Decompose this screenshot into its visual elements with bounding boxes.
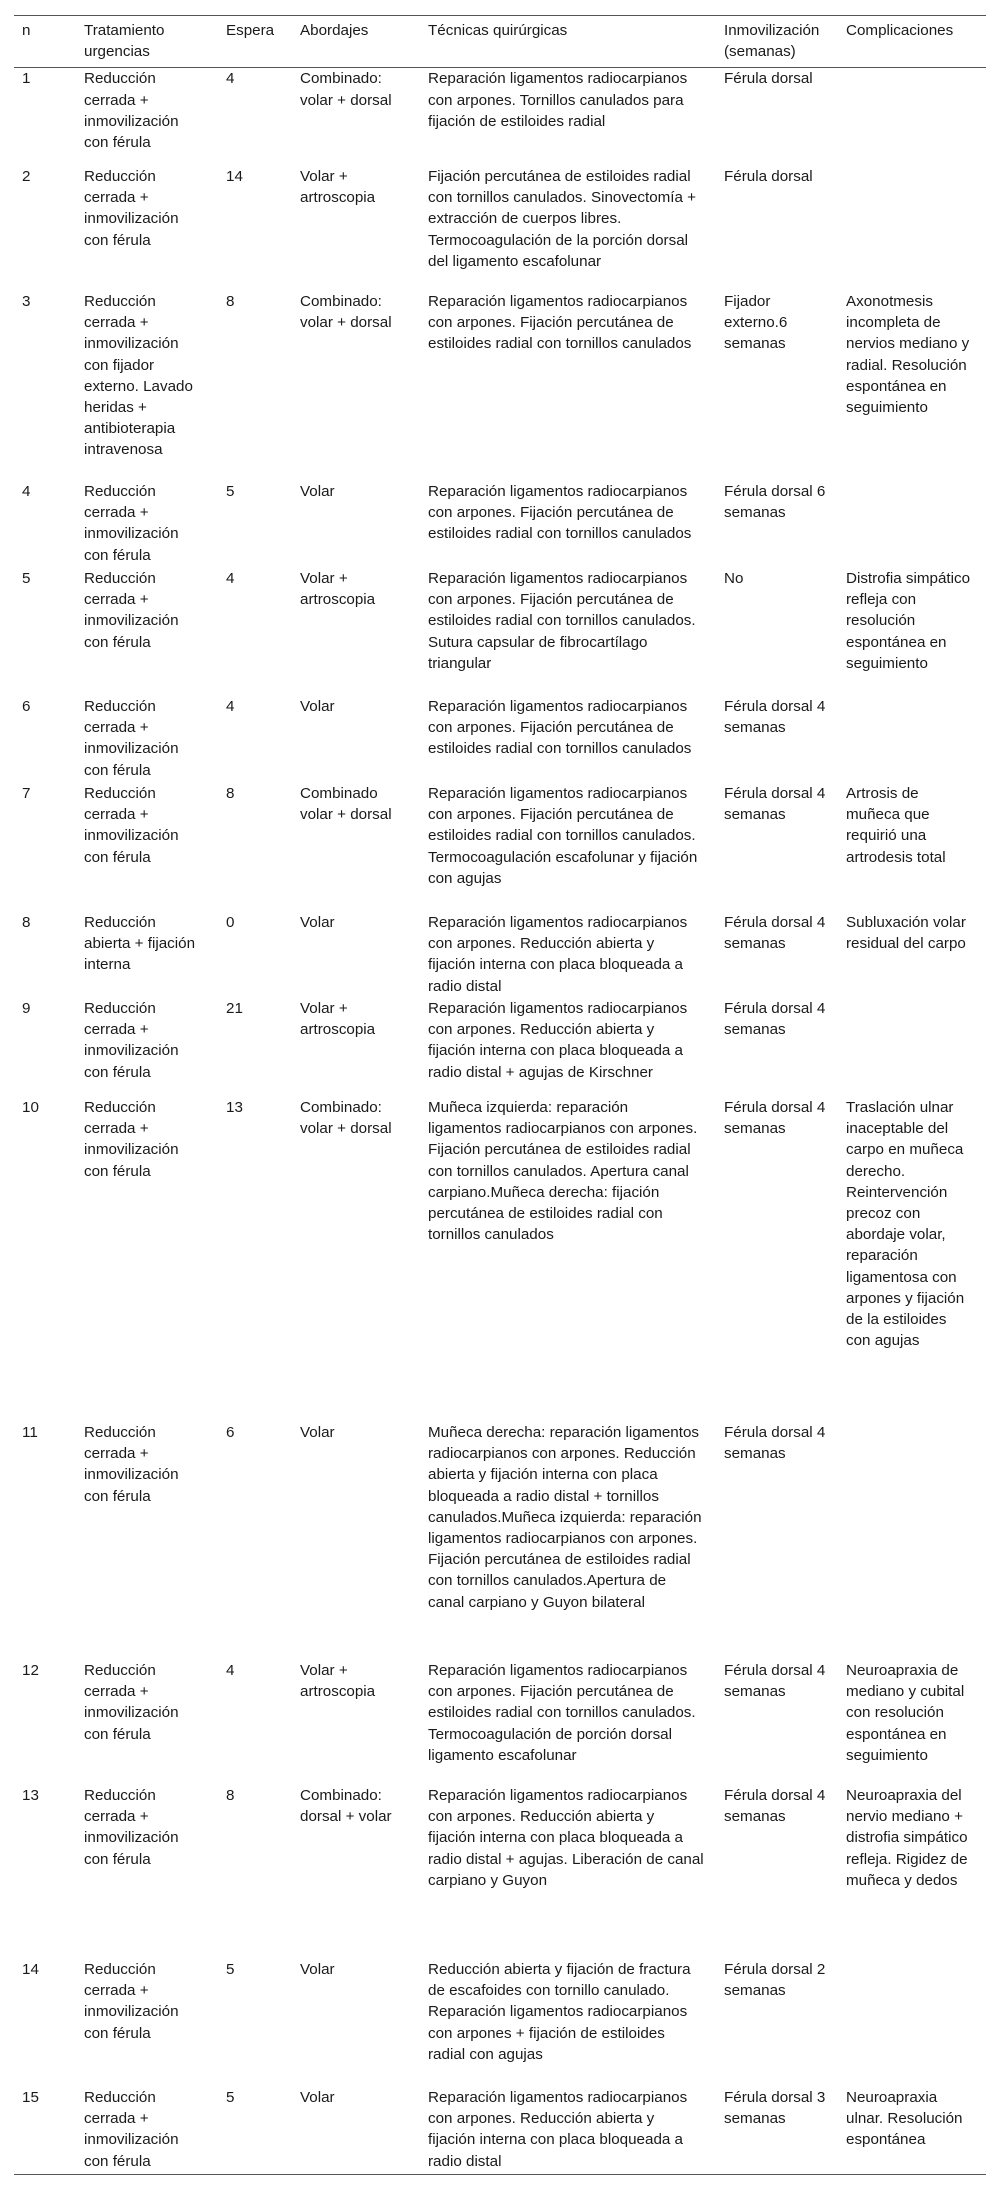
table-row <box>14 783 986 912</box>
cell-complicaciones: Subluxación volar residual del carpo <box>846 913 966 953</box>
cell-abordajes: Combinado: dorsal + volar <box>300 1786 392 1826</box>
cell-n: 11 <box>22 1423 38 1441</box>
cell-tecnicas: Reparación ligamentos radiocarpianos con arpones. Reducción abierta y fijación interna con placa bloqueada a radio distal <box>428 2088 688 2170</box>
cell-n: 10 <box>22 1098 39 1116</box>
cell-complicaciones: Neuroapraxia de mediano y cubital con resolución espontánea en seguimiento <box>846 1661 965 1764</box>
cell-inmovilizacion: No <box>724 569 744 587</box>
cell-complicaciones <box>838 1959 986 2087</box>
cell-n: 12 <box>22 1661 39 1679</box>
cell-abordajes: Volar + artroscopia <box>300 999 376 1039</box>
cell-inmovilizacion: Férula dorsal 6 semanas <box>724 482 826 522</box>
header-n: n <box>22 22 31 39</box>
cell-complicaciones: Neuroapraxia del nervio mediano + distrofia simpático refleja. Rigidez de muñeca y dedos <box>846 1786 968 1889</box>
cell-tratamiento: Reducción cerrada + inmovilización con férula <box>84 1960 179 2042</box>
cell-espera: 8 <box>226 784 235 802</box>
cell-tratamiento: Reducción cerrada + inmovilización con férula <box>84 70 179 152</box>
cell-n: 13 <box>22 1786 39 1804</box>
cell-tratamiento: Reducción abierta + fijación interna <box>84 913 196 974</box>
cell-complicaciones: Artrosis de muñeca que requirió una artrodesis total <box>846 784 946 866</box>
cell-tratamiento: Reducción cerrada + inmovilización con férula <box>84 1423 179 1505</box>
cases-table <box>14 15 986 2175</box>
table-row <box>14 291 986 481</box>
cell-abordajes: Volar <box>300 482 335 500</box>
cell-abordajes: Volar <box>300 1960 335 1978</box>
cell-espera: 4 <box>226 569 235 587</box>
table-row <box>14 1785 986 1959</box>
cell-inmovilizacion: Férula dorsal <box>724 70 813 88</box>
cell-espera: 14 <box>226 167 243 185</box>
cell-inmovilizacion: Férula dorsal 4 semanas <box>724 1098 826 1138</box>
cell-tratamiento: Reducción cerrada + inmovilización con férula <box>84 1786 179 1868</box>
cell-complicaciones <box>838 166 986 291</box>
cell-tratamiento: Reducción cerrada + inmovilización con férula <box>84 999 179 1081</box>
header-espera: Espera <box>226 22 275 39</box>
cell-abordajes: Volar + artroscopia <box>300 167 376 207</box>
cell-espera: 8 <box>226 1786 235 1804</box>
cell-abordajes: Combinado: volar + dorsal <box>300 70 392 109</box>
header-row <box>14 16 986 68</box>
cell-tecnicas: Muñeca izquierda: reparación ligamentos radiocarpianos con arpones. Fijación percutánea de estiloides radial con tornillos canulados. Apertura canal carpiano.Muñeca derecha: fijación percutánea de estiloides radial con tornillos canulados <box>428 1098 698 1244</box>
cell-n: 3 <box>22 292 31 310</box>
cell-inmovilizacion: Férula dorsal 4 semanas <box>724 913 826 953</box>
cell-n: 4 <box>22 482 31 500</box>
cell-tecnicas: Muñeca derecha: reparación ligamentos radiocarpianos con arpones. Reducción abierta y fijación interna con placa bloqueada a radio distal + tornillos canulados.Muñeca izquierda: reparación ligamentos radiocarpianos con arpones. Fijación percutánea de estiloides radial con tornillos canulados.Apertura de canal carpiano y Guyon bilateral <box>428 1423 702 1611</box>
cell-espera: 0 <box>226 913 235 931</box>
cell-abordajes: Volar <box>300 697 335 715</box>
table-row <box>14 1422 986 1660</box>
cell-tratamiento: Reducción cerrada + inmovilización con fijador externo. Lavado heridas + antibioterapia intravenosa <box>84 292 193 459</box>
table-body <box>14 68 986 2175</box>
cell-tratamiento: Reducción cerrada + inmovilización con férula <box>84 167 179 249</box>
cell-tecnicas: Reparación ligamentos radiocarpianos con arpones. Fijación percutánea de estiloides radial con tornillos canulados <box>428 697 692 758</box>
cell-inmovilizacion: Férula dorsal 4 semanas <box>724 697 826 737</box>
table-header <box>14 16 986 68</box>
cell-espera: 5 <box>226 1960 235 1978</box>
table-row <box>14 1097 986 1422</box>
cell-n: 7 <box>22 784 31 802</box>
cell-abordajes: Volar + artroscopia <box>300 569 376 609</box>
cell-n: 8 <box>22 913 31 931</box>
cell-espera: 5 <box>226 482 235 500</box>
cell-complicaciones: Neuroapraxia ulnar. Resolución espontánea <box>846 2088 963 2149</box>
cell-tecnicas: Reparación ligamentos radiocarpianos con arpones. Fijación percutánea de estiloides radial con tornillos canulados. Termocoagulación escafolunar y fijación con agujas <box>428 784 698 887</box>
cell-tratamiento: Reducción cerrada + inmovilización con férula <box>84 1661 179 1743</box>
cell-tratamiento: Reducción cerrada + inmovilización con férula <box>84 784 179 866</box>
cell-tratamiento: Reducción cerrada + inmovilización con férula <box>84 482 179 564</box>
cell-tecnicas: Reparación ligamentos radiocarpianos con arpones. Reducción abierta y fijación interna con placa bloqueada a radio distal <box>428 913 688 995</box>
cell-inmovilizacion: Férula dorsal 4 semanas <box>724 1661 826 1701</box>
cell-tecnicas: Reparación ligamentos radiocarpianos con arpones. Reducción abierta y fijación interna con placa bloqueada a radio distal + agujas de Kirschner <box>428 999 688 1081</box>
cell-complicaciones: Traslación ulnar inaceptable del carpo en muñeca derecho. Reintervención precoz con abordaje volar, reparación ligamentosa con arpones y fijación de la estiloides con agujas <box>846 1098 965 1350</box>
table-row <box>14 1959 986 2087</box>
table-row <box>14 696 986 783</box>
cell-tecnicas: Reparación ligamentos radiocarpianos con arpones. Tornillos canulados para fijación de estiloides radial <box>428 70 688 130</box>
cell-abordajes: Volar + artroscopia <box>300 1661 376 1701</box>
cell-abordajes: Volar <box>300 2088 335 2106</box>
cell-abordajes: Volar <box>300 913 335 931</box>
table-row <box>14 912 986 998</box>
cell-inmovilizacion: Fijador externo.6 semanas <box>724 292 788 353</box>
table-row <box>14 1660 986 1785</box>
cell-complicaciones <box>838 68 986 166</box>
cell-inmovilizacion: Férula dorsal 3 semanas <box>724 2088 826 2128</box>
cell-n: 9 <box>22 999 31 1017</box>
cell-tecnicas: Reparación ligamentos radiocarpianos con arpones. Fijación percutánea de estiloides radial con tornillos canulados. Sutura capsular de fibrocartílago triangular <box>428 569 696 672</box>
cell-tecnicas: Reducción abierta y fijación de fractura de escafoides con tornillo canulado. Reparación ligamentos radiocarpianos con arpones + fijación de estiloides radial con agujas <box>428 1960 691 2063</box>
cell-tecnicas: Reparación ligamentos radiocarpianos con arpones. Fijación percutánea de estiloides radial con tornillos canulados <box>428 292 692 353</box>
cell-abordajes: Combinado volar + dorsal <box>300 784 392 824</box>
cell-inmovilizacion: Férula dorsal 2 semanas <box>724 1960 826 2000</box>
cell-tecnicas: Reparación ligamentos radiocarpianos con arpones. Fijación percutánea de estiloides radial con tornillos canulados. Termocoagulación de porción dorsal ligamento escafolunar <box>428 1661 696 1764</box>
cell-complicaciones <box>838 696 986 783</box>
table-row <box>14 68 986 166</box>
cell-inmovilizacion: Férula dorsal <box>724 167 813 185</box>
cell-espera: 21 <box>226 999 243 1017</box>
header-tratamiento-urgencias: Tratamiento urgencias <box>84 22 165 61</box>
cell-espera: 4 <box>226 70 235 88</box>
cell-n: 2 <box>22 167 31 185</box>
cell-complicaciones <box>838 481 986 568</box>
cell-tratamiento: Reducción cerrada + inmovilización con férula <box>84 697 179 779</box>
cell-tratamiento: Reducción cerrada + inmovilización con férula <box>84 1098 179 1180</box>
header-complicaciones: Complicaciones <box>846 22 954 39</box>
cell-inmovilizacion: Férula dorsal 4 semanas <box>724 1423 826 1463</box>
cell-abordajes: Combinado: volar + dorsal <box>300 1098 392 1138</box>
table-row <box>14 166 986 291</box>
cell-n: 15 <box>22 2088 39 2106</box>
header-tecnicas-quirurgicas: Técnicas quirúrgicas <box>428 22 568 39</box>
cell-complicaciones <box>838 998 986 1097</box>
cell-abordajes: Volar <box>300 1423 335 1441</box>
table-row <box>14 568 986 696</box>
cell-tratamiento: Reducción cerrada + inmovilización con férula <box>84 2088 179 2170</box>
cell-espera: 13 <box>226 1098 243 1116</box>
cell-inmovilizacion: Férula dorsal 4 semanas <box>724 1786 826 1826</box>
cell-tecnicas: Fijación percutánea de estiloides radial con tornillos canulados. Sinovectomía + extracción de cuerpos libres. Termocoagulación de la porción dorsal del ligamento escafolunar <box>428 167 697 270</box>
cell-complicaciones <box>838 1422 986 1660</box>
cell-tecnicas: Reparación ligamentos radiocarpianos con arpones. Reducción abierta y fijación interna con placa bloqueada a radio distal + agujas. Liberación de canal carpiano y Guyon <box>428 1786 704 1889</box>
cell-n: 6 <box>22 697 31 715</box>
cell-abordajes: Combinado: volar + dorsal <box>300 292 392 332</box>
cell-espera: 5 <box>226 2088 235 2106</box>
cell-espera: 8 <box>226 292 235 310</box>
cell-complicaciones: Distrofia simpático refleja con resolución espontánea en seguimiento <box>846 569 971 672</box>
table-row <box>14 2087 986 2175</box>
cell-espera: 6 <box>226 1423 235 1441</box>
table-row <box>14 998 986 1097</box>
cell-complicaciones: Axonotmesis incompleta de nervios mediano y radial. Resolución espontánea en seguimiento <box>846 292 970 416</box>
header-abordajes: Abordajes <box>300 22 369 39</box>
cell-inmovilizacion: Férula dorsal 4 semanas <box>724 784 826 824</box>
cell-espera: 4 <box>226 697 235 715</box>
table-row <box>14 481 986 568</box>
cell-inmovilizacion: Férula dorsal 4 semanas <box>724 999 826 1039</box>
cell-tratamiento: Reducción cerrada + inmovilización con férula <box>84 569 179 651</box>
cell-tecnicas: Reparación ligamentos radiocarpianos con arpones. Fijación percutánea de estiloides radial con tornillos canulados <box>428 482 692 543</box>
cell-espera: 4 <box>226 1661 235 1679</box>
cell-n: 5 <box>22 569 31 587</box>
cell-n: 14 <box>22 1960 39 1978</box>
header-inmovilizacion: Inmovilización (semanas) <box>724 22 820 61</box>
cell-n: 1 <box>22 70 31 88</box>
